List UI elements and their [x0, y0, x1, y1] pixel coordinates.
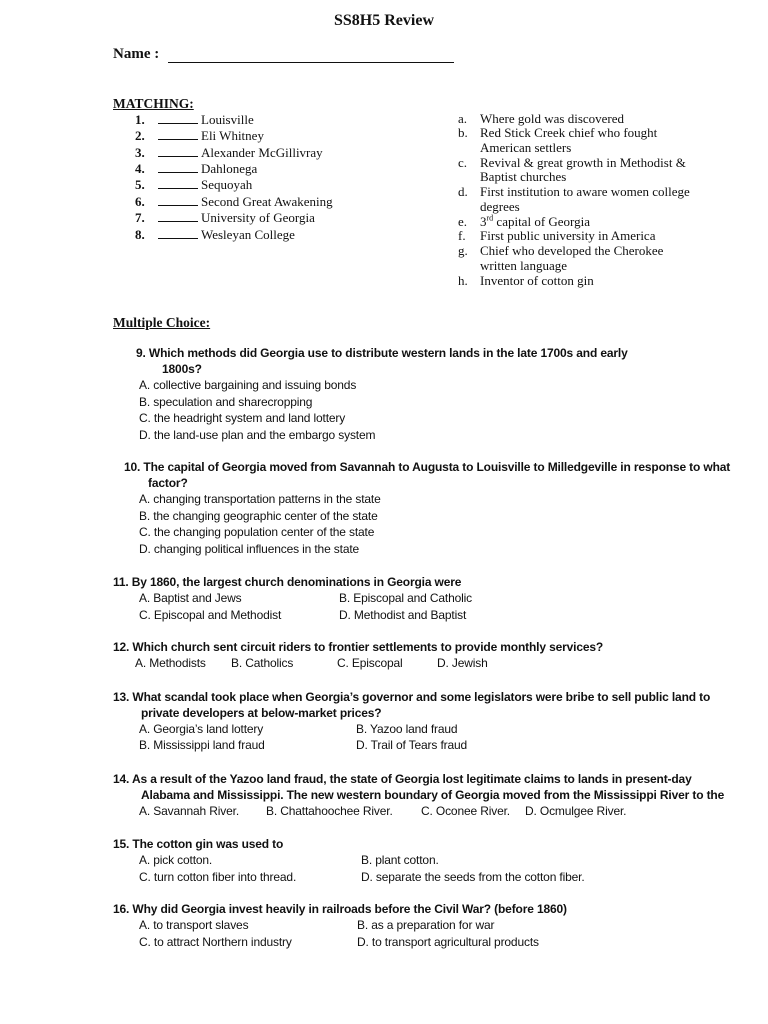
answer-choice-c[interactable]: C. Oconee River.	[421, 804, 510, 818]
item-text: Second Great Awakening	[201, 194, 333, 209]
item-text: Alexander McGillivray	[201, 145, 323, 160]
item-text: Wesleyan College	[201, 227, 295, 242]
answer-letter: e.	[458, 214, 468, 229]
item-number: 8.	[135, 227, 145, 242]
question-stem: 9. Which methods did Georgia use to distribute western lands in the late 1700s and early	[136, 346, 628, 360]
answer-choice-d[interactable]: D. the land-use plan and the embargo system	[139, 428, 376, 442]
item-text: Louisville	[201, 112, 254, 127]
answer-text: Where gold was discovered	[480, 111, 625, 126]
answer-blank[interactable]	[158, 112, 198, 124]
answer-choice-c[interactable]: C. to attract Northern industry	[139, 935, 292, 949]
question-stem: 14. As a result of the Yazoo land fraud, the state of Georgia lost legitimate claims to lands in present-day	[113, 772, 692, 786]
answer-text: written language	[480, 258, 567, 273]
item-number: 7.	[135, 210, 145, 225]
answer-text: First institution to aware women college	[480, 184, 690, 199]
item-number: 3.	[135, 145, 145, 160]
question-stem: 16. Why did Georgia invest heavily in railroads before the Civil War? (before 1860)	[113, 902, 567, 916]
answer-choice-b[interactable]: B. Yazoo land fraud	[356, 722, 458, 736]
answer-choice-b[interactable]: B. Chattahoochee River.	[266, 804, 393, 818]
question-stem: 10. The capital of Georgia moved from Savannah to Augusta to Louisville to Milledgeville in response to what	[124, 460, 731, 474]
answer-choice-d[interactable]: D. Methodist and Baptist	[339, 608, 467, 622]
answer-choice-b[interactable]: B. Catholics	[231, 656, 294, 670]
answer-text: Revival & great growth in Methodist &	[480, 155, 686, 170]
item-number: 2.	[135, 128, 145, 143]
matching-heading: MATCHING:	[113, 96, 194, 111]
answer-blank[interactable]	[158, 177, 198, 189]
answer-choice-a[interactable]: A. Baptist and Jews	[139, 591, 242, 605]
question-stem: 15. The cotton gin was used to	[113, 837, 284, 851]
answer-choice-a[interactable]: A. Savannah River.	[139, 804, 240, 818]
question-stem-continuation: 1800s?	[162, 362, 202, 376]
question-stem: 12. Which church sent circuit riders to frontier settlements to provide monthly services?	[113, 640, 604, 654]
answer-choice-c[interactable]: C. turn cotton fiber into thread.	[139, 870, 297, 884]
answer-text-rest: capital of Georgia	[493, 214, 591, 229]
answer-choice-c[interactable]: C. Episcopal	[337, 656, 403, 670]
item-text: University of Georgia	[201, 210, 315, 225]
answer-text: degrees	[480, 199, 520, 214]
item-text: Sequoyah	[201, 177, 253, 192]
item-number: 1.	[135, 112, 145, 127]
answer-choice-c[interactable]: C. the headright system and land lottery	[139, 411, 346, 425]
answer-choice-c[interactable]: C. the changing population center of the state	[139, 525, 375, 539]
answer-blank[interactable]	[158, 227, 198, 239]
question-stem-continuation: factor?	[148, 476, 188, 490]
answer-blank[interactable]	[158, 128, 198, 140]
answer-blank[interactable]	[158, 194, 198, 206]
name-label: Name :	[113, 46, 160, 62]
answer-choice-a[interactable]: A. to transport slaves	[139, 918, 249, 932]
answer-choice-d[interactable]: D. changing political influences in the state	[139, 542, 360, 556]
answer-letter: b.	[458, 125, 468, 140]
answer-choice-d[interactable]: D. Jewish	[437, 656, 488, 670]
question-stem-continuation: private developers at below-market prices?	[141, 706, 382, 720]
answer-text: American settlers	[480, 140, 572, 155]
answer-choice-b[interactable]: B. plant cotton.	[361, 853, 439, 867]
item-number: 5.	[135, 177, 145, 192]
ordinal-suffix: rd	[486, 213, 494, 223]
question-stem-continuation: Alabama and Mississippi. The new western boundary of Georgia moved from the Mississippi River to the	[141, 788, 725, 802]
answer-letter: g.	[458, 243, 468, 258]
answer-choice-a[interactable]: A. changing transportation patterns in the state	[139, 492, 381, 506]
answer-choice-b[interactable]: B. speculation and sharecropping	[139, 395, 313, 409]
answer-letter: h.	[458, 273, 468, 288]
item-number: 4.	[135, 161, 145, 176]
answer-letter: d.	[458, 184, 468, 199]
answer-choice-b[interactable]: B. as a preparation for war	[357, 918, 495, 932]
answer-blank[interactable]	[158, 145, 198, 157]
answer-choice-b[interactable]: B. Episcopal and Catholic	[339, 591, 472, 605]
answer-choice-a[interactable]: A. pick cotton.	[139, 853, 213, 867]
answer-choice-d[interactable]: D. to transport agricultural products	[357, 935, 539, 949]
page-title: SS8H5 Review	[334, 12, 434, 29]
answer-letter: c.	[458, 155, 468, 170]
answer-text: Red Stick Creek chief who fought	[480, 125, 658, 140]
answer-choice-c[interactable]: B. Mississippi land fraud	[139, 738, 265, 752]
answer-choice-a[interactable]: A. Georgia’s land lottery	[139, 722, 264, 736]
answer-choice-a[interactable]: A. collective bargaining and issuing bonds	[139, 378, 357, 392]
answer-blank[interactable]	[158, 161, 198, 173]
ordinal-number: 3	[480, 214, 487, 229]
multiple-choice-heading: Multiple Choice:	[113, 315, 211, 330]
answer-choice-d[interactable]: D. separate the seeds from the cotton fiber.	[361, 870, 585, 884]
answer-blank[interactable]	[158, 210, 198, 222]
answer-choice-c[interactable]: C. Episcopal and Methodist	[139, 608, 282, 622]
answer-choice-b[interactable]: B. the changing geographic center of the state	[139, 509, 378, 523]
item-number: 6.	[135, 194, 145, 209]
answer-text: Baptist churches	[480, 169, 567, 184]
question-stem: 13. What scandal took place when Georgia’s governor and some legislators were bribe to sell public land to	[113, 690, 711, 704]
question-stem: 11. By 1860, the largest church denominations in Georgia were	[113, 575, 462, 589]
answer-choice-a[interactable]: A. Methodists	[135, 656, 206, 670]
item-text: Dahlonega	[201, 161, 258, 176]
answer-text: Chief who developed the Cherokee	[480, 243, 664, 258]
answer-text: First public university in America	[480, 228, 656, 243]
answer-choice-d[interactable]: D. Trail of Tears fraud	[356, 738, 468, 752]
answer-letter: f.	[458, 228, 466, 243]
answer-choice-d[interactable]: D. Ocmulgee River.	[525, 804, 627, 818]
answer-letter: a.	[458, 111, 468, 126]
item-text: Eli Whitney	[201, 128, 264, 143]
name-field[interactable]	[168, 62, 454, 63]
answer-text: Inventor of cotton gin	[480, 273, 594, 288]
